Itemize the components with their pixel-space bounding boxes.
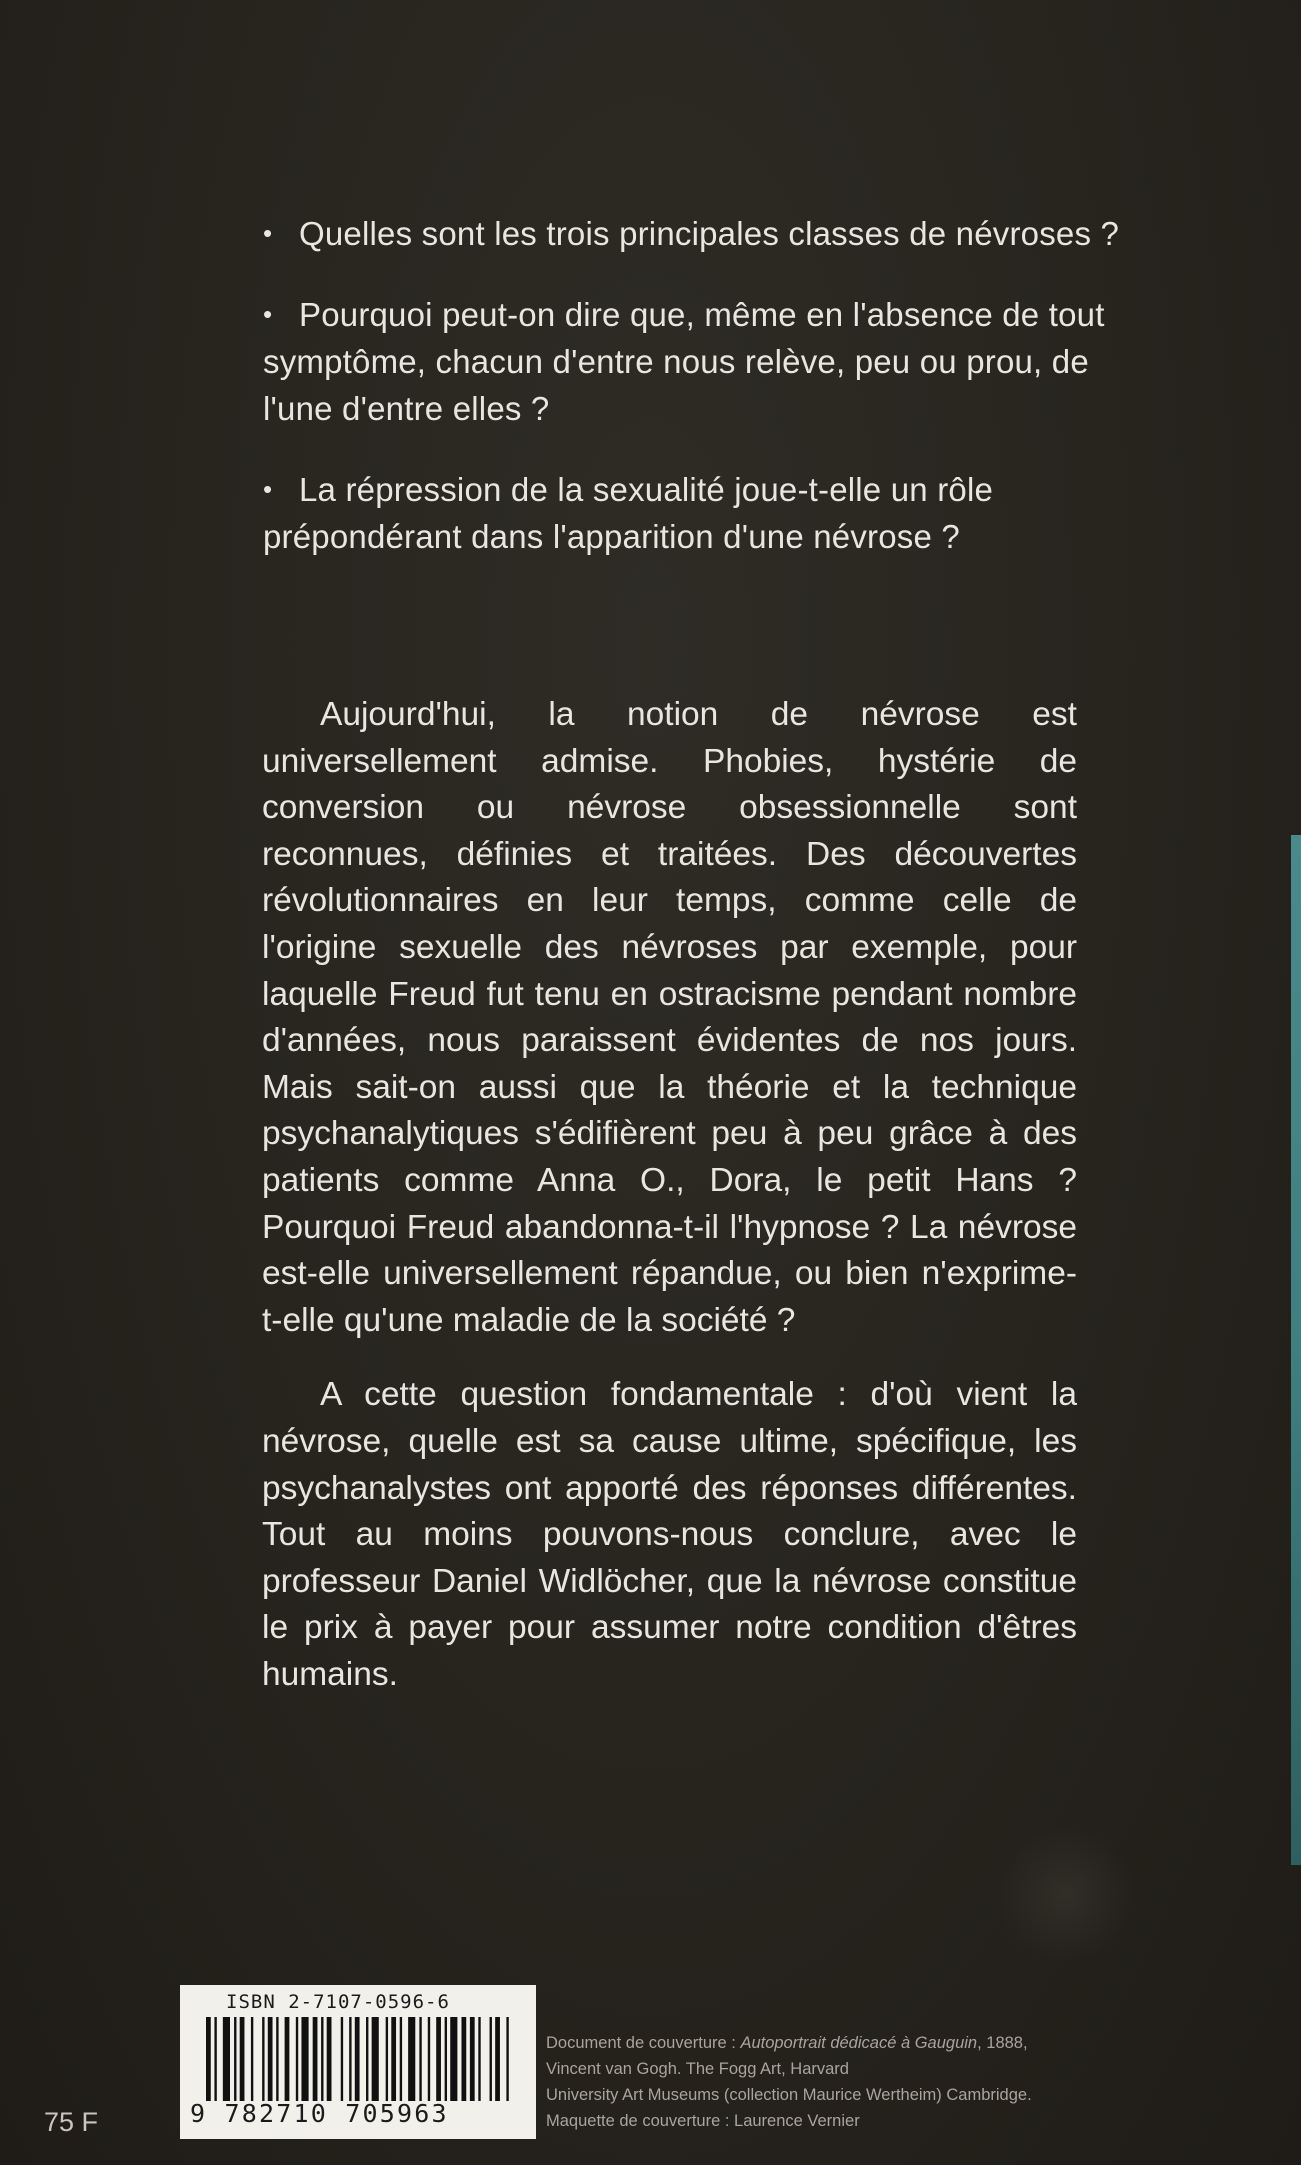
bullet-icon: • — [263, 474, 273, 504]
blurb-text — [262, 692, 1077, 1726]
barcode-digits: 9 782710 705963 — [190, 2099, 449, 2128]
questions-list — [263, 210, 1123, 594]
question-text: Quelles sont les trois principales classes de névroses ? — [299, 215, 1120, 252]
blurb-paragraph-2: A cette question fondamentale : d'où vient la névrose, quelle est sa cause ultime, spécifique, les psychanalystes ont apporté des réponses différentes. Tout au moins pouvons-nous conclure, avec le professeur Daniel Widlöcher, que la névrose constitue le prix à payer pour assumer notre condition d'êtres humains. — [262, 1376, 1077, 1693]
background-shadow — [990, 1830, 1140, 1960]
isbn-label: ISBN 2-7107-0596-6 — [226, 1991, 450, 2013]
question-item — [263, 210, 1123, 257]
barcode-icon — [206, 2017, 512, 2101]
credits-line-1: Document de couverture : Autoportrait dédicacé à Gauguin, 1888, — [546, 2034, 1028, 2052]
price-label: 75 F — [44, 2107, 99, 2137]
cover-edge-strip — [1291, 835, 1301, 1865]
credits-line-3: University Art Museums (collection Maurice Wertheim) Cambridge. — [546, 2086, 1032, 2104]
blurb-paragraph-1: Aujourd'hui, la notion de névrose est universellement admise. Phobies, hystérie de conversion ou névrose obsessionnelle sont reconnues, définies et traitées. Des découvertes révolutionnaires en leur temps, comme celle de l'origine sexuelle des névroses par exemple, pour laquelle Freud fut tenu en ostracisme pendant nombre d'années, nous paraissent évidentes de nos jours. Mais sait-on aussi que la théorie et la technique psychanalytiques s'édifièrent peu à peu grâce à des patients comme Anna O., Dora, le petit Hans ? Pourquoi Freud abandonna-t-il l'hypnose ? La névrose est-elle universellement répandue, ou bien n'exprime-t-elle qu'une maladie de la société ? — [262, 696, 1077, 1339]
question-text: La répression de la sexualité joue-t-elle un rôle prépondérant dans l'apparition d'une névrose ? — [263, 471, 994, 555]
question-item — [263, 291, 1123, 432]
artwork-title: Autoportrait dédicacé à Gauguin — [740, 2034, 978, 2052]
question-text: Pourquoi peut-on dire que, même en l'absence de tout symptôme, chacun d'entre nous relève, peu ou prou, de l'une d'entre elles ? — [263, 296, 1105, 427]
cover-credits — [546, 2030, 1196, 2134]
bullet-icon: • — [263, 299, 273, 329]
isbn-barcode — [180, 1985, 536, 2139]
question-item — [263, 466, 1123, 560]
credits-line-2: Vincent van Gogh. The Fogg Art, Harvard — [546, 2060, 849, 2078]
credits-line-4: Maquette de couverture : Laurence Vernier — [546, 2112, 860, 2130]
bullet-icon: • — [263, 218, 273, 248]
